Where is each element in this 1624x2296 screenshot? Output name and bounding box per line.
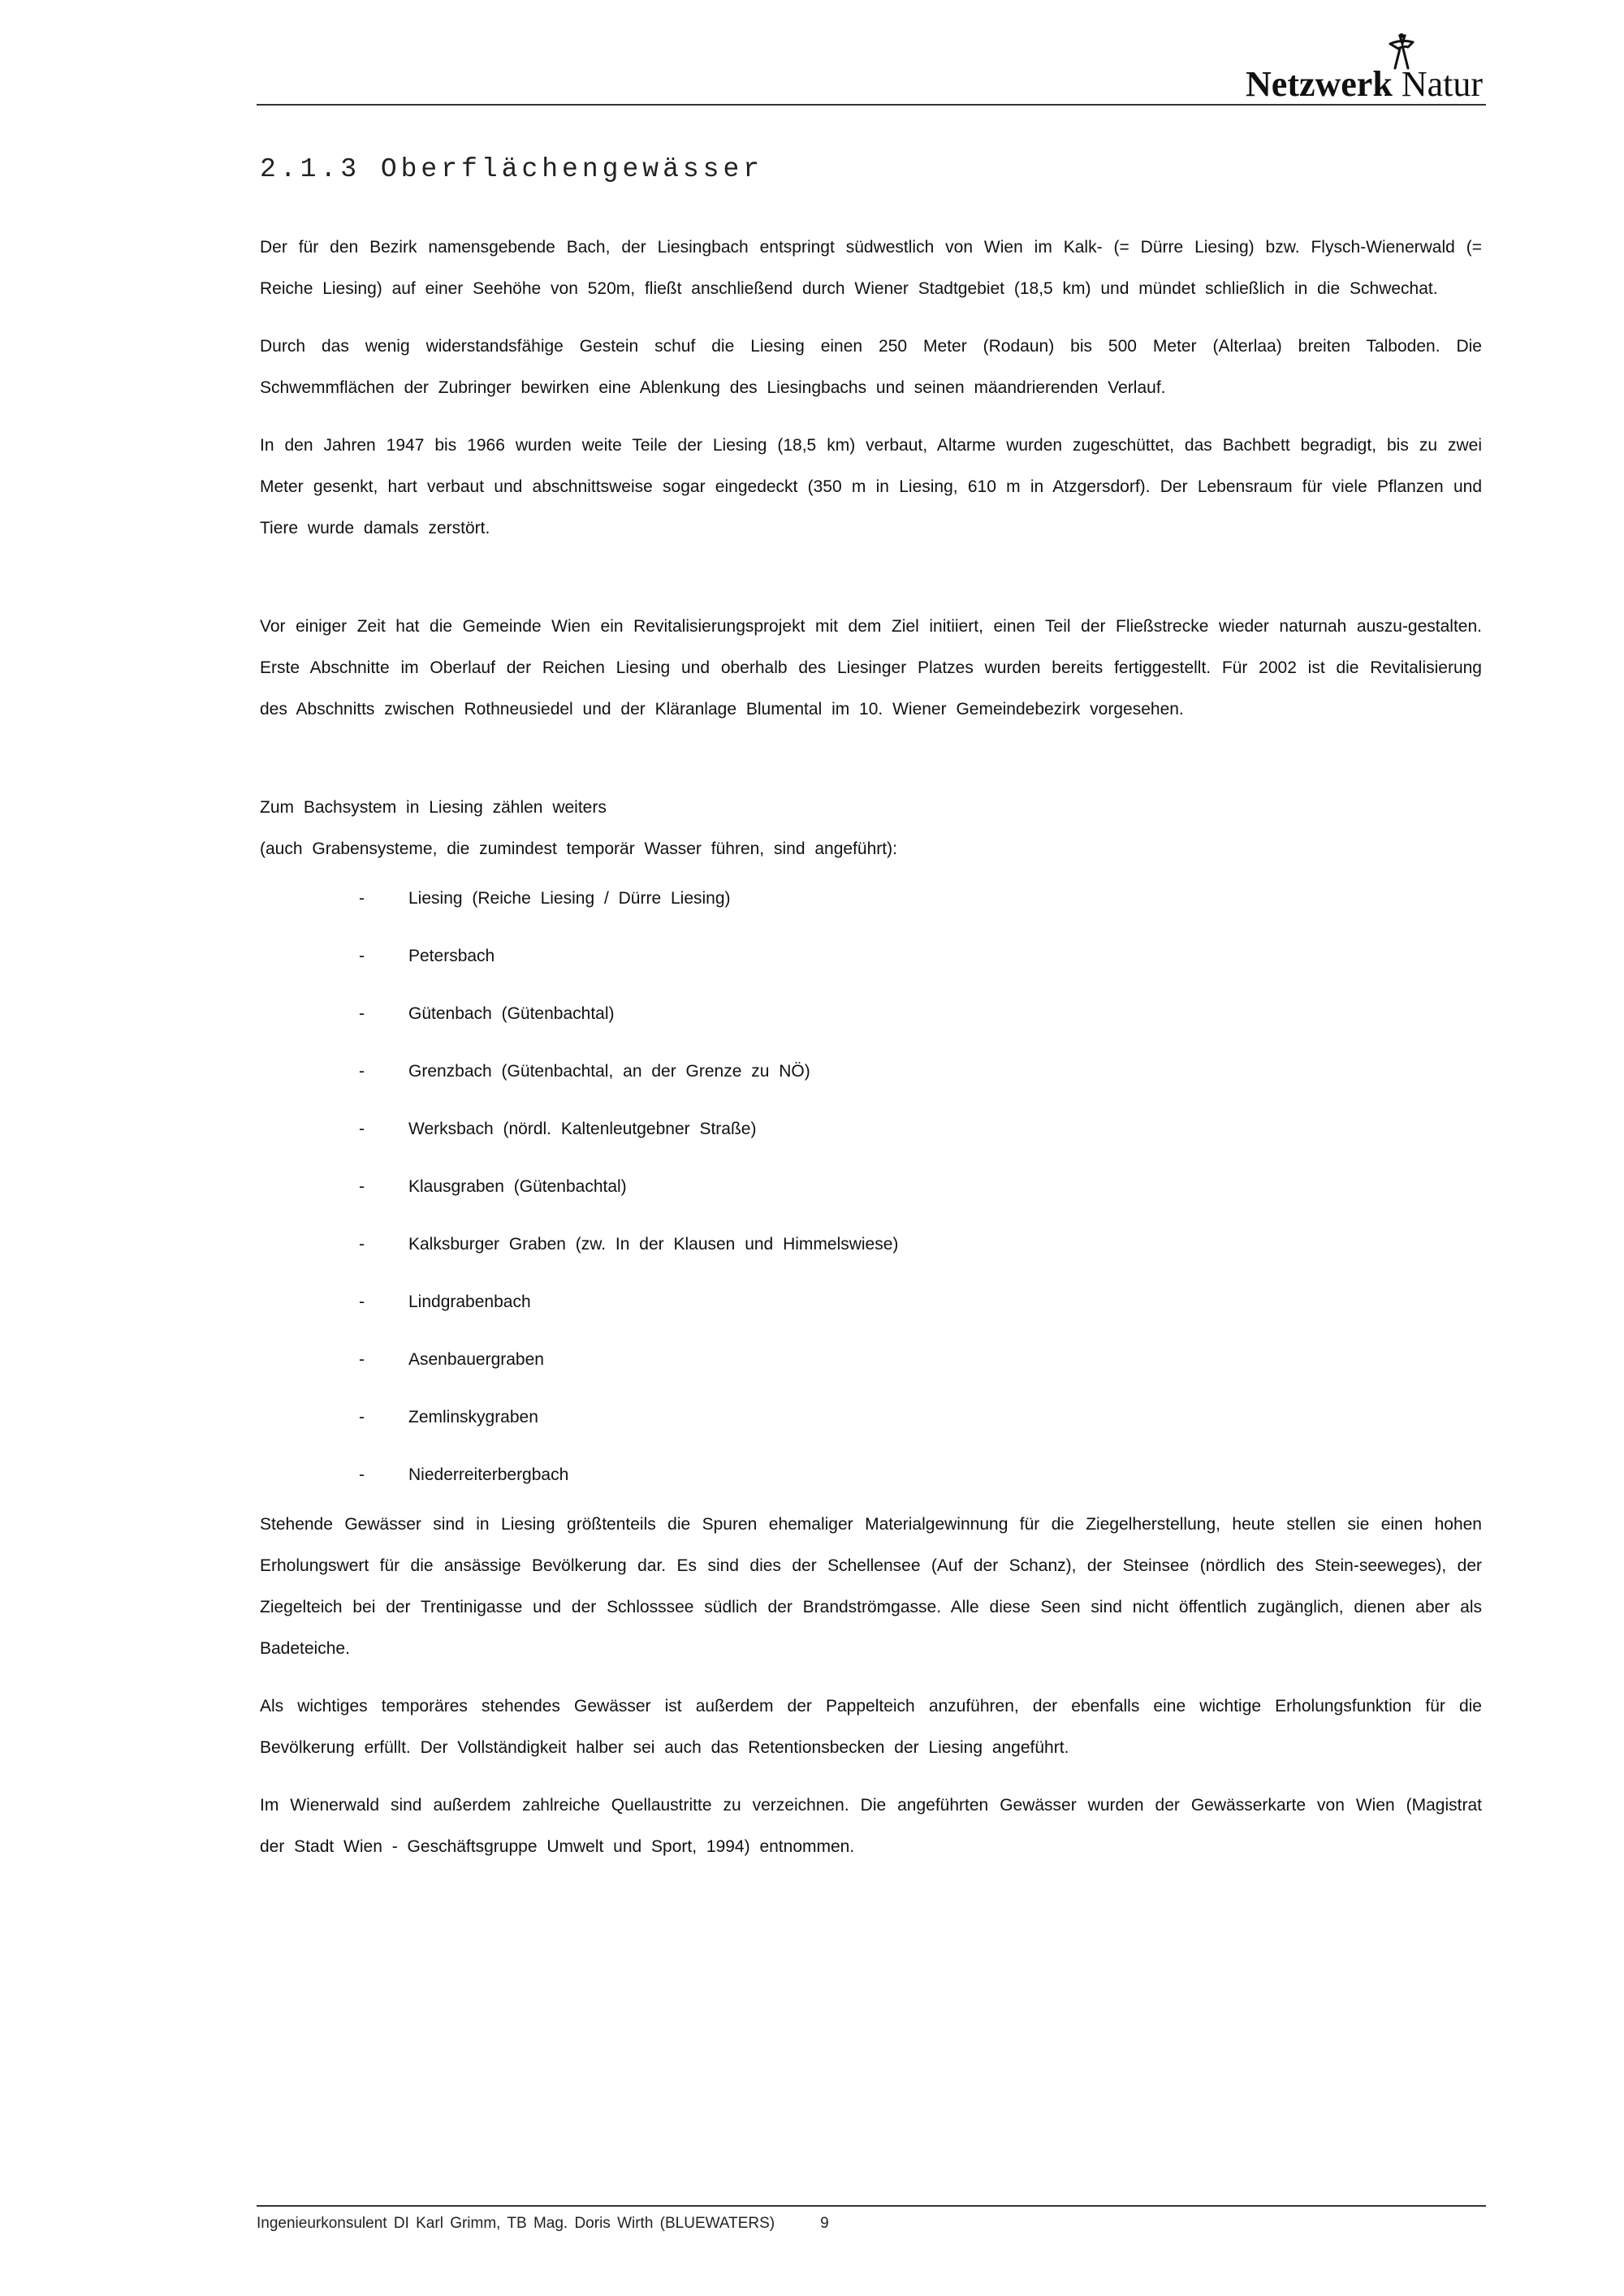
- footer-authors: Ingenieurkonsulent DI Karl Grimm, TB Mag. Doris Wirth (BLUEWATERS): [257, 2215, 775, 2232]
- stream-name: Werksbach (nördl. Kaltenleutgebner Straße): [408, 1120, 757, 1138]
- list-item: [260, 1388, 1482, 1446]
- logo-text: [1246, 64, 1483, 104]
- stream-name: Gütenbach (Gütenbachtal): [408, 1004, 615, 1023]
- stream-name: Liesing (Reiche Liesing / Dürre Liesing): [408, 889, 731, 908]
- stream-list-intro: Zum Bachsystem in Liesing zählen weiters: [260, 798, 607, 817]
- stream-list-intro-note: (auch Grabensysteme, die zumindest temporär Wasser führen, sind angeführt):: [260, 839, 897, 858]
- list-dash: -: [359, 1408, 365, 1426]
- logo-text-regular: Natur: [1401, 64, 1483, 104]
- page-footer: [257, 2205, 1486, 2233]
- list-item: [260, 1215, 1482, 1273]
- stream-name: Lindgrabenbach: [408, 1293, 531, 1311]
- list-item: [260, 1158, 1482, 1215]
- stream-name: Klausgraben (Gütenbachtal): [408, 1177, 627, 1196]
- paragraph-revitalisierung: Vor einiger Zeit hat die Gemeinde Wien ein Revitalisierungsprojekt mit dem Ziel initiiert, einen Teil der Fließstrecke wieder naturnah auszu-gestalten. Erste Abschnitte im Oberlauf der Reichen Liesing und oberhalb des Liesinger Platzes wurden bereits fertiggestellt. Für 2002 ist die Revitalisierung des Abschnitts zwischen Rothneusiedel und der Kläranlage Blumental im 10. Wiener Gemeindebezirk vorgesehen.: [260, 617, 1482, 719]
- list-item: [260, 870, 1482, 927]
- list-dash: -: [359, 889, 365, 908]
- list-item: [260, 1331, 1482, 1388]
- list-dash: -: [359, 1177, 365, 1196]
- list-dash: -: [359, 1062, 365, 1081]
- stream-name: Grenzbach (Gütenbachtal, an der Grenze zu NÖ): [408, 1062, 810, 1081]
- paragraph-verbauung: In den Jahren 1947 bis 1966 wurden weite Teile der Liesing (18,5 km) verbaut, Altarme wurden zugeschüttet, das Bachbett begradigt, bis zu zwei Meter gesenkt, hart verbaut und abschnittsweise sogar eingedeckt (350 m in Liesing, 610 m in Atzgersdorf). Der Lebensraum für viele Pflanzen und Tiere wurde damals zerstört.: [260, 436, 1482, 537]
- list-item: [260, 1446, 1482, 1504]
- section-title: 2.1.3 Oberflächengewässer: [260, 154, 764, 184]
- stream-name: Niederreiterbergbach: [408, 1465, 569, 1484]
- list-dash: -: [359, 947, 365, 965]
- list-dash: -: [359, 1465, 365, 1484]
- list-item: [260, 985, 1482, 1042]
- paragraph-liesingbach-source: Der für den Bezirk namensgebende Bach, der Liesingbach entspringt südwestlich von Wien im Kalk- (= Dürre Liesing) bzw. Flysch-Wienerwald (= Reiche Liesing) auf einer Seehöhe von 520m, fließt anschließend durch Wiener Stadtgebiet (18,5 km) und mündet schließlich in die Schwechat.: [260, 238, 1482, 298]
- stream-name: Petersbach: [408, 947, 495, 965]
- list-item: [260, 1273, 1482, 1331]
- list-dash: -: [359, 1235, 365, 1254]
- paragraph-stehende-gewaesser: Stehende Gewässer sind in Liesing größtenteils die Spuren ehemaliger Materialgewinnung für die Ziegelherstellung, heute stellen sie einen hohen Erholungswert für die ansässige Bevölkerung dar. Es sind dies der Schellensee (Auf der Schanz), der Steinsee (nördlich des Stein-seeweges), der Ziegelteich bei der Trentinigasse und der Schlosssee südlich der Brandströmgasse. Alle diese Seen sind nicht öffentlich zugänglich, dienen aber als Badeteiche.: [260, 1515, 1482, 1658]
- page-number: 9: [820, 2215, 829, 2232]
- stream-name: Zemlinskygraben: [408, 1408, 538, 1426]
- list-dash: -: [359, 1120, 365, 1138]
- netzwerk-natur-logo: [1215, 32, 1483, 106]
- paragraph-quellaustritte: Im Wienerwald sind außerdem zahlreiche Quellaustritte zu verzeichnen. Die angeführten Gewässer wurden der Gewässerkarte von Wien (Magistrat der Stadt Wien - Geschäftsgruppe Umwelt und Sport, 1994) entnommen.: [260, 1796, 1482, 1856]
- list-item: [260, 927, 1482, 985]
- logo-text-bold: Netzwerk: [1246, 64, 1393, 104]
- document-body: [260, 154, 1482, 1884]
- stream-name: Asenbauergraben: [408, 1350, 544, 1369]
- list-item: [260, 1042, 1482, 1100]
- list-dash: -: [359, 1350, 365, 1369]
- page-header: [257, 24, 1486, 106]
- stream-name: Kalksburger Graben (zw. In der Klausen und Himmelswiese): [408, 1235, 899, 1254]
- stream-list: [260, 870, 1482, 1504]
- list-item: [260, 1100, 1482, 1158]
- list-dash: -: [359, 1004, 365, 1023]
- paragraph-pappelteich: Als wichtiges temporäres stehendes Gewässer ist außerdem der Pappelteich anzuführen, der ebenfalls eine wichtige Erholungsfunktion für die Bevölkerung erfüllt. Der Vollständigkeit halber sei auch das Retentionsbecken der Liesing angeführt.: [260, 1697, 1482, 1757]
- list-dash: -: [359, 1293, 365, 1311]
- paragraph-talboden: Durch das wenig widerstandsfähige Gestein schuf die Liesing einen 250 Meter (Rodaun) bis 500 Meter (Alterlaa) breiten Talboden. Die Schwemmflächen der Zubringer bewirken eine Ablenkung des Liesingbachs und seinen mäandrierenden Verlauf.: [260, 337, 1482, 397]
